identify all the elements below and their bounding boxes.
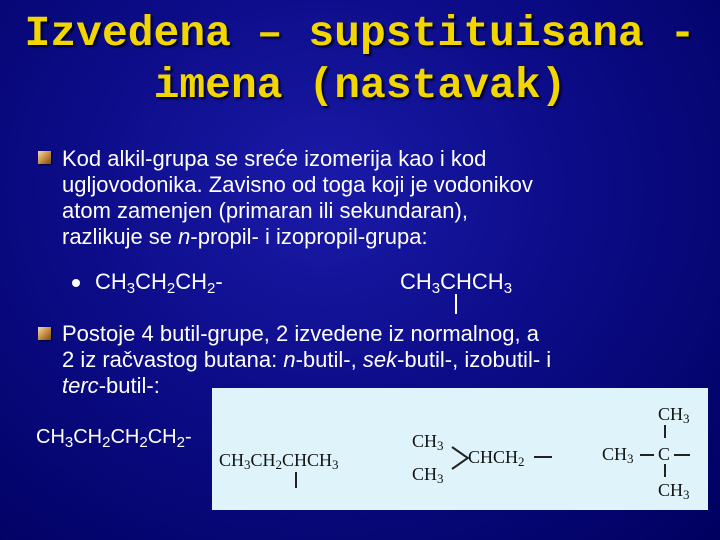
isobutyl-open-bond bbox=[534, 456, 552, 458]
tert-butyl-bond-right bbox=[674, 454, 690, 456]
isopropyl-formula: $CH_3CHCH_3$ bbox=[400, 269, 513, 297]
para2-line-3: terc-butil-: bbox=[62, 373, 160, 398]
tert-butyl-center-carbon: C bbox=[658, 444, 671, 464]
tert-butyl-left-group: $CH_3$ bbox=[602, 444, 634, 466]
n-propyl-formula: $CH_3CH_2CH_2-$ bbox=[95, 269, 223, 297]
bullet-icon bbox=[38, 151, 51, 164]
bullet-icon bbox=[38, 327, 51, 340]
tert-butyl-bond-left bbox=[640, 454, 654, 456]
isobutyl-bond-lower bbox=[451, 457, 469, 470]
title-line-2: imena (nastavak) bbox=[153, 61, 567, 110]
para1-line-2: ugljovodonika. Zavisno od toga koji je vodonikov bbox=[62, 172, 533, 197]
isopropyl-bond-line bbox=[455, 294, 457, 314]
n-butyl-formula: $CH_3CH_2CH_2CH_2-$ bbox=[36, 426, 192, 451]
butyl-structures-panel bbox=[212, 388, 708, 510]
isobutyl-top-group: $CH_3$ bbox=[412, 431, 444, 453]
title-line-1: Izvedena – supstituisana - bbox=[24, 9, 696, 58]
paragraph-alkyl-isomerism bbox=[62, 146, 702, 250]
para1-line-1: Kod alkil-grupa se sreće izomerija kao i kod bbox=[62, 146, 487, 171]
para1-line-4: razlikuje se n-propil- i izopropil-grupa: bbox=[62, 224, 428, 249]
para1-line-3: atom zamenjen (primaran ili sekundaran), bbox=[62, 198, 468, 223]
isobutyl-bottom-group: $CH_3$ bbox=[412, 464, 444, 486]
para2-line-2: 2 iz račvastog butana: n-butil-, sek-butil-, izobutil- i bbox=[62, 347, 552, 372]
tert-butyl-top-group: $CH_3$ bbox=[658, 404, 690, 426]
tert-butyl-bottom-group: $CH_3$ bbox=[658, 480, 690, 502]
slide-title bbox=[0, 8, 720, 112]
sec-butyl-bond-line bbox=[295, 472, 297, 488]
tert-butyl-bond-bottom bbox=[664, 464, 666, 477]
para2-line-1: Postoje 4 butil-grupe, 2 izvedene iz normalnog, a bbox=[62, 321, 539, 346]
sec-butyl-formula: $CH_3CH_2CHCH_3$ bbox=[219, 450, 339, 472]
isobutyl-main-chain: $CHCH_2$ bbox=[468, 447, 525, 469]
sub-bullet-dot-icon bbox=[72, 279, 80, 287]
tert-butyl-bond-top bbox=[664, 425, 666, 438]
